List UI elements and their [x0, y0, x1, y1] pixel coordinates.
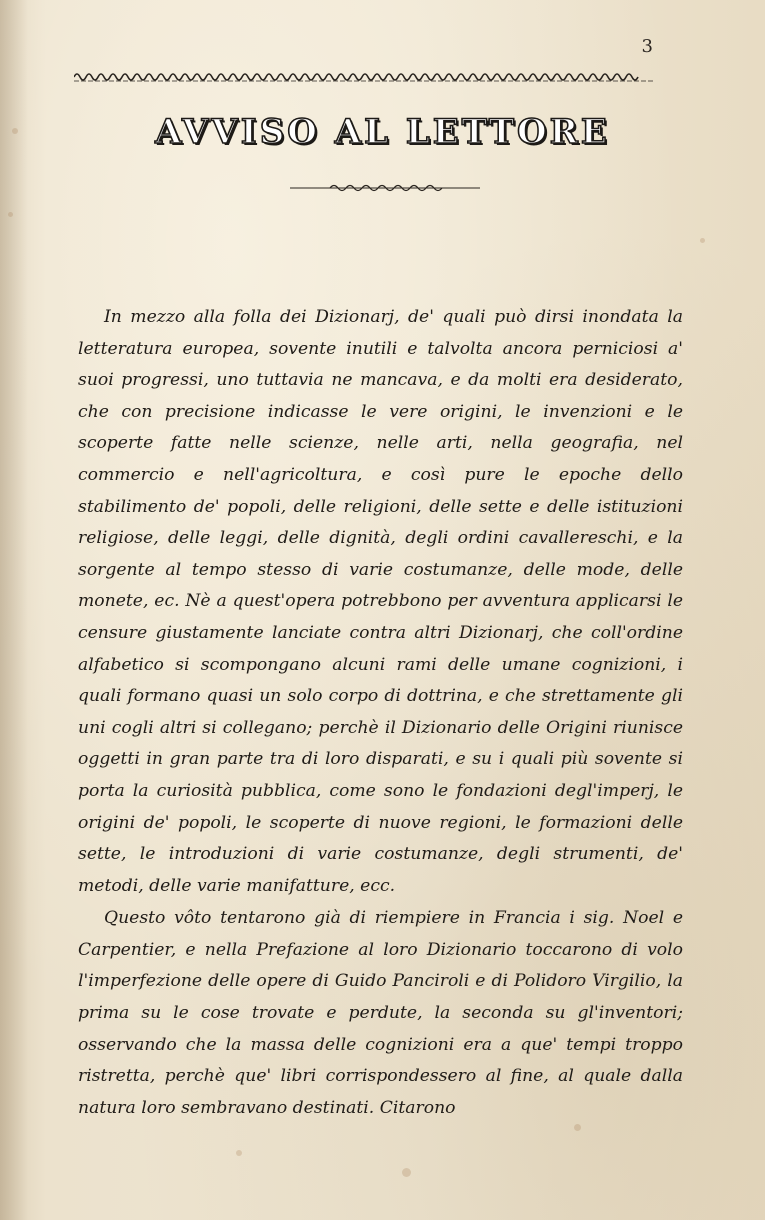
paragraph: Questo vôto tentarono già di riempiere in Francia i sig. Noel e Carpentier, e nella Prefazione al loro Dizionario toccarono di volo l'imperfezione delle opere di Guido Panciroli e di Polidoro Virgilio, la prima su le cose trovate e perdute, la seconda su gl'inventori; osservando che la massa delle cognizioni era a que' tempi troppo ristretta, perchè que' libri corrispondessero al fine, al quale dalla natura loro sembravano destinati. Citarono — [78, 908, 683, 1118]
paragraph: In mezzo alla folla dei Dizionarj, de' quali può dirsi inondata la letteratura europea, sovente inutili e talvolta ancora perniciosi a' suoi progressi, uno tuttavia ne mancava, e da molti era desiderato, che con precisione indicasse le vere origini, le invenzioni e le scoperte fatte nelle scienze, nelle arti, nella geografia, nel commercio e nell'agricoltura, e così pure le epoche dello stabilimento de' popoli, delle religioni, delle sette e delle istituzioni religiose, delle leggi, delle dignità, degli ordini cavallereschi, e la sorgente al tempo stesso di varie costumanze, delle mode, delle monete, ec. Nè a quest'opera potrebbono per avventura applicarsi le censure giustamente lanciate contra altri Dizionarj, che coll'ordine alfabetico si scompongano alcuni rami delle umane cognizioni, i quali formano quasi un solo corpo di dottrina, e che strettamente gli uni cogli altri si collegano; perchè il Dizionario delle Origini riunisce oggetti in gran parte tra di loro disparati, e su i quali più sovente si porta la curiosità pubblica, come sono le fondazioni degl'imperj, le origini de' popoli, le scoperte di nuove regioni, le formazioni delle sette, le introduzioni di varie costumanze, degli strumenti, de' metodi, delle varie manifatture, ecc. — [78, 307, 683, 896]
binding-shadow — [0, 0, 28, 1220]
foxing-spot — [700, 238, 705, 243]
body-text — [78, 302, 683, 1124]
page-title: AVVISO AL LETTORE — [155, 112, 610, 152]
foxing-spot — [402, 1168, 411, 1177]
ornamental-rule — [74, 70, 654, 84]
foxing-spot — [8, 212, 13, 217]
title-underline-ornament — [290, 182, 480, 194]
foxing-spot — [574, 1124, 581, 1131]
foxing-spot — [236, 1150, 242, 1156]
page-number: 3 — [641, 36, 653, 57]
